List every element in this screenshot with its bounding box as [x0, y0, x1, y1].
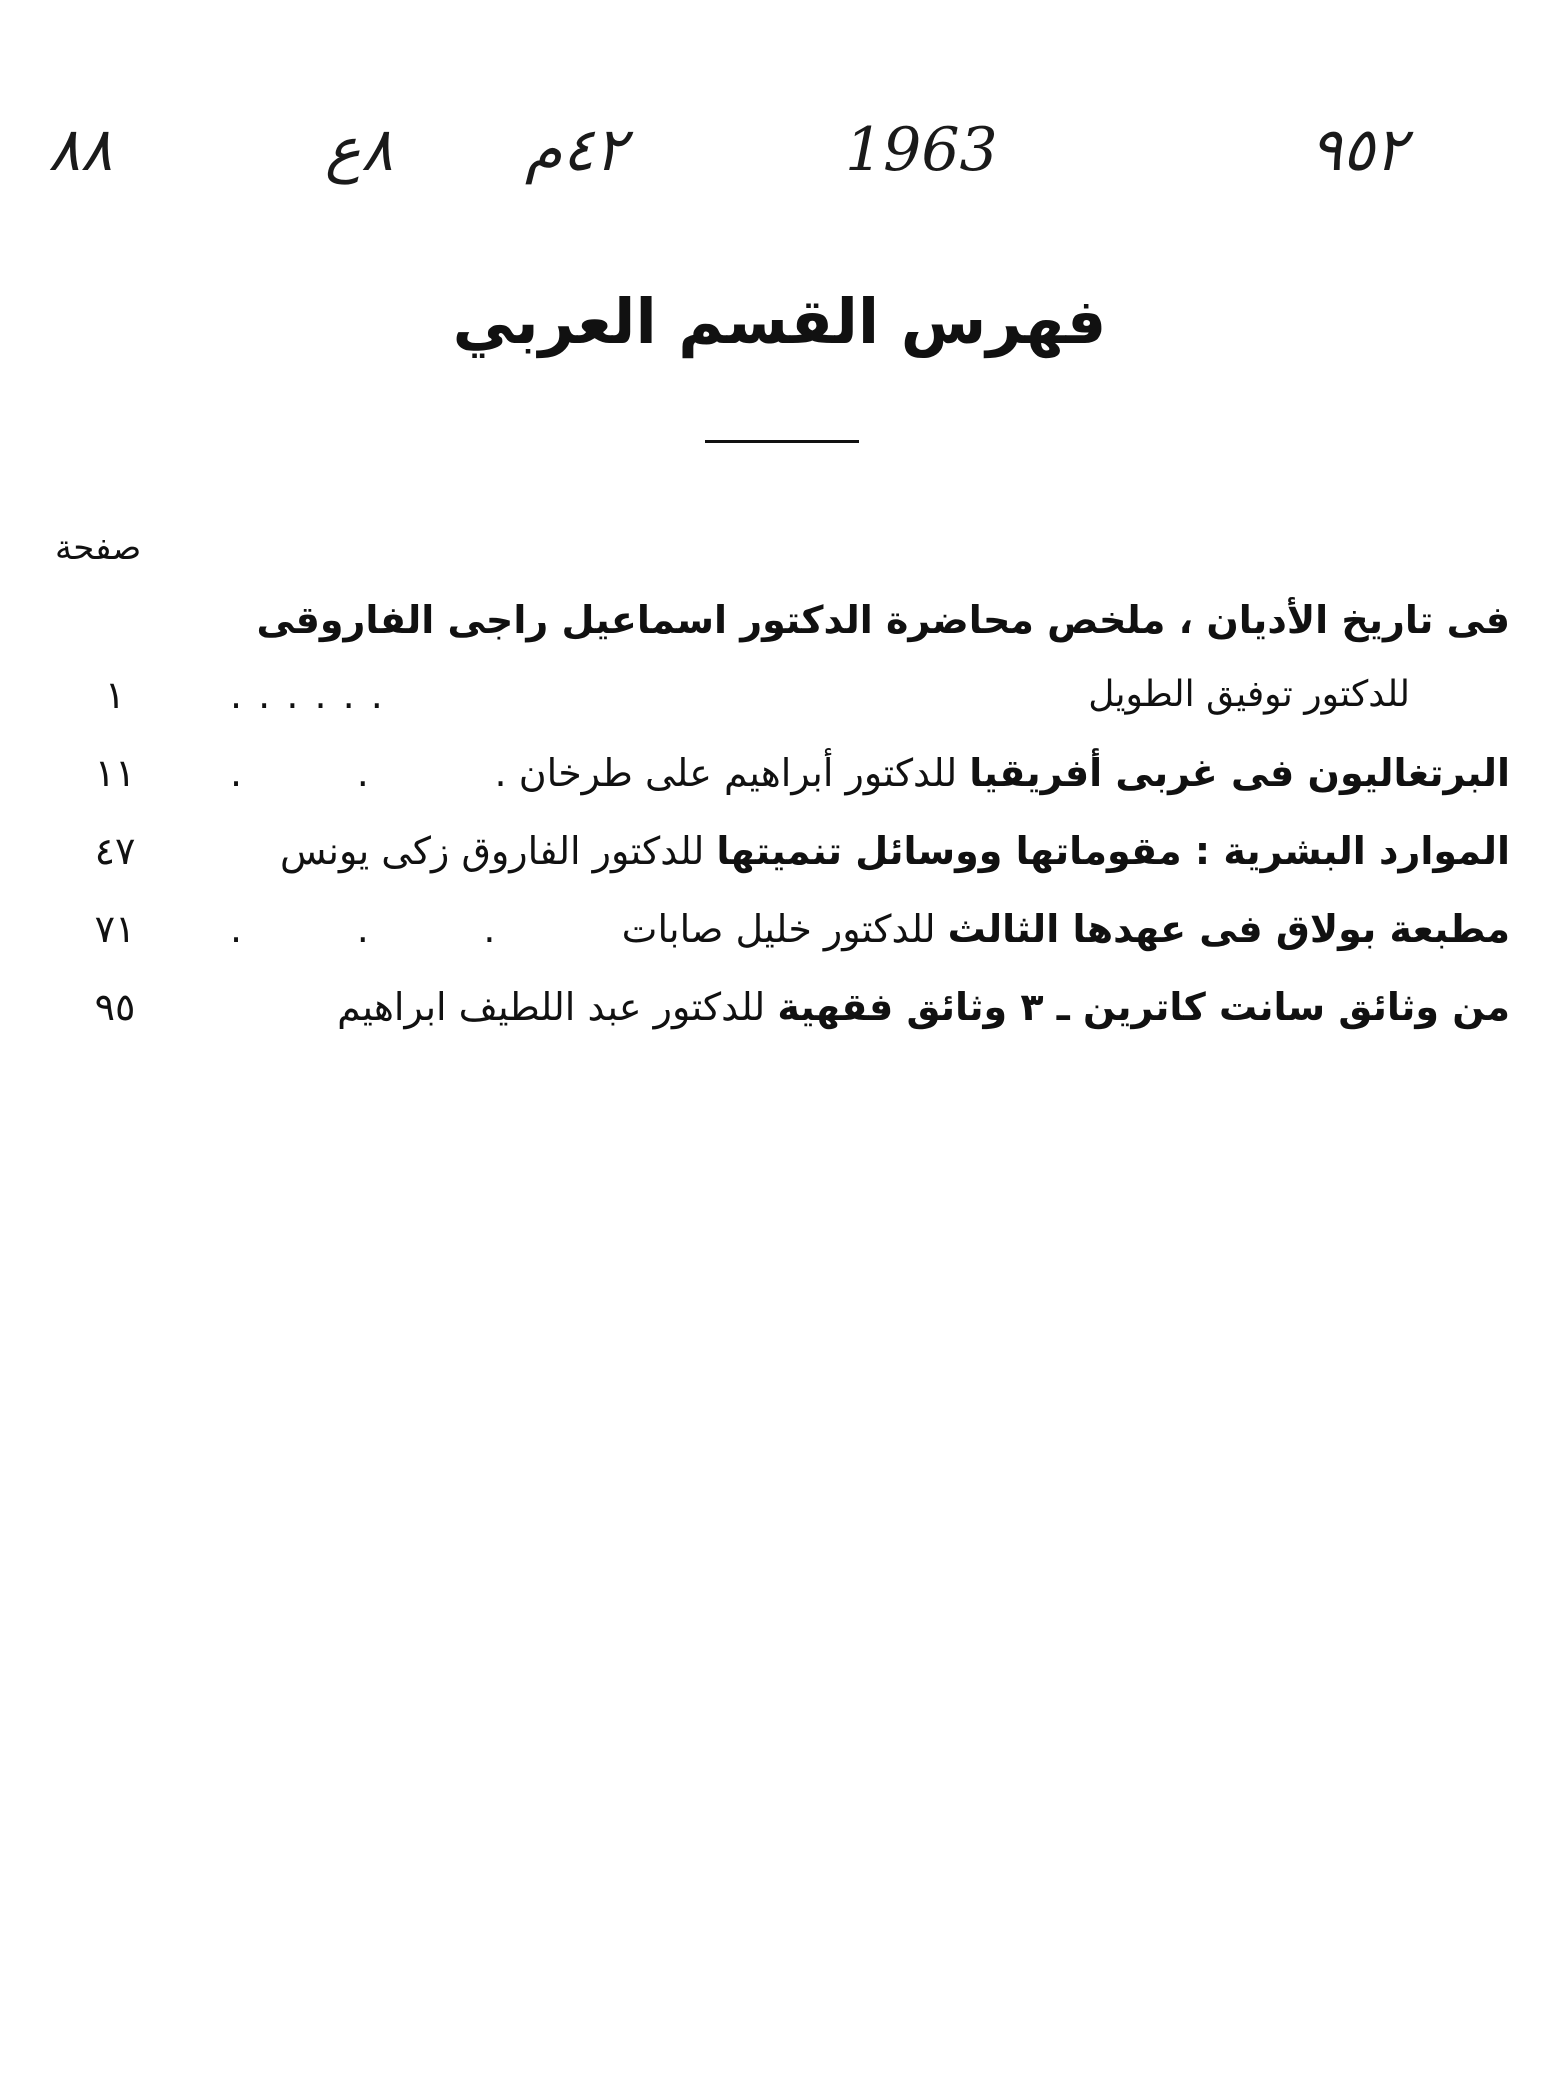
entry-title: من وثائق سانت كاترين ـ ٣ وثائق فقهية	[777, 985, 1510, 1029]
toc-entry	[60, 660, 1510, 730]
leader-dots: . .	[230, 751, 371, 795]
toc-entry	[60, 738, 1510, 808]
entry-author: للدكتور خليل صابات	[621, 907, 936, 951]
entry-page-number: ٧١	[94, 907, 136, 951]
toc-entry	[60, 585, 1510, 655]
page-column-label: صفحة	[55, 528, 142, 568]
entry-page-number: ٩٥	[94, 985, 136, 1029]
handwritten-number: ٨٨	[48, 115, 113, 185]
handwritten-number: ٩٥٢	[1310, 115, 1407, 185]
leader-dots: . . .	[230, 907, 498, 951]
page-title: فهرس القسم العربي	[452, 285, 1107, 358]
leader-dots: . . . . . .	[230, 673, 385, 717]
toc-entry	[60, 972, 1510, 1042]
entry-author: للدكتور الفاروق زكى يونس	[279, 829, 705, 873]
handwritten-number: ٨ع	[325, 115, 394, 185]
entry-page-number: ١١	[94, 751, 136, 795]
toc-entry	[60, 894, 1510, 964]
entry-author: للدكتور توفيق الطويل	[1088, 674, 1410, 715]
entry-page-number: ٤٧	[94, 829, 136, 873]
entry-title: فى تاريخ الأديان ، ملخص محاضرة الدكتور اسماعيل راجى الفاروقى	[256, 598, 1510, 642]
handwritten-year: 1963	[845, 115, 998, 185]
entry-author: للدكتور عبد اللطيف ابراهيم	[337, 985, 766, 1029]
toc-entry	[60, 816, 1510, 886]
entry-title: مطبعة بولاق فى عهدها الثالث	[947, 907, 1510, 951]
title-divider	[705, 440, 859, 443]
entry-author: للدكتور أبراهيم على طرخان .	[494, 751, 958, 795]
entry-title: الموارد البشرية : مقوماتها ووسائل تنميتها	[716, 829, 1510, 873]
handwritten-number: ٤٢م	[525, 115, 627, 185]
entry-title: البرتغاليون فى غربى أفريقيا	[969, 751, 1510, 795]
entry-page-number: ١	[104, 673, 126, 717]
